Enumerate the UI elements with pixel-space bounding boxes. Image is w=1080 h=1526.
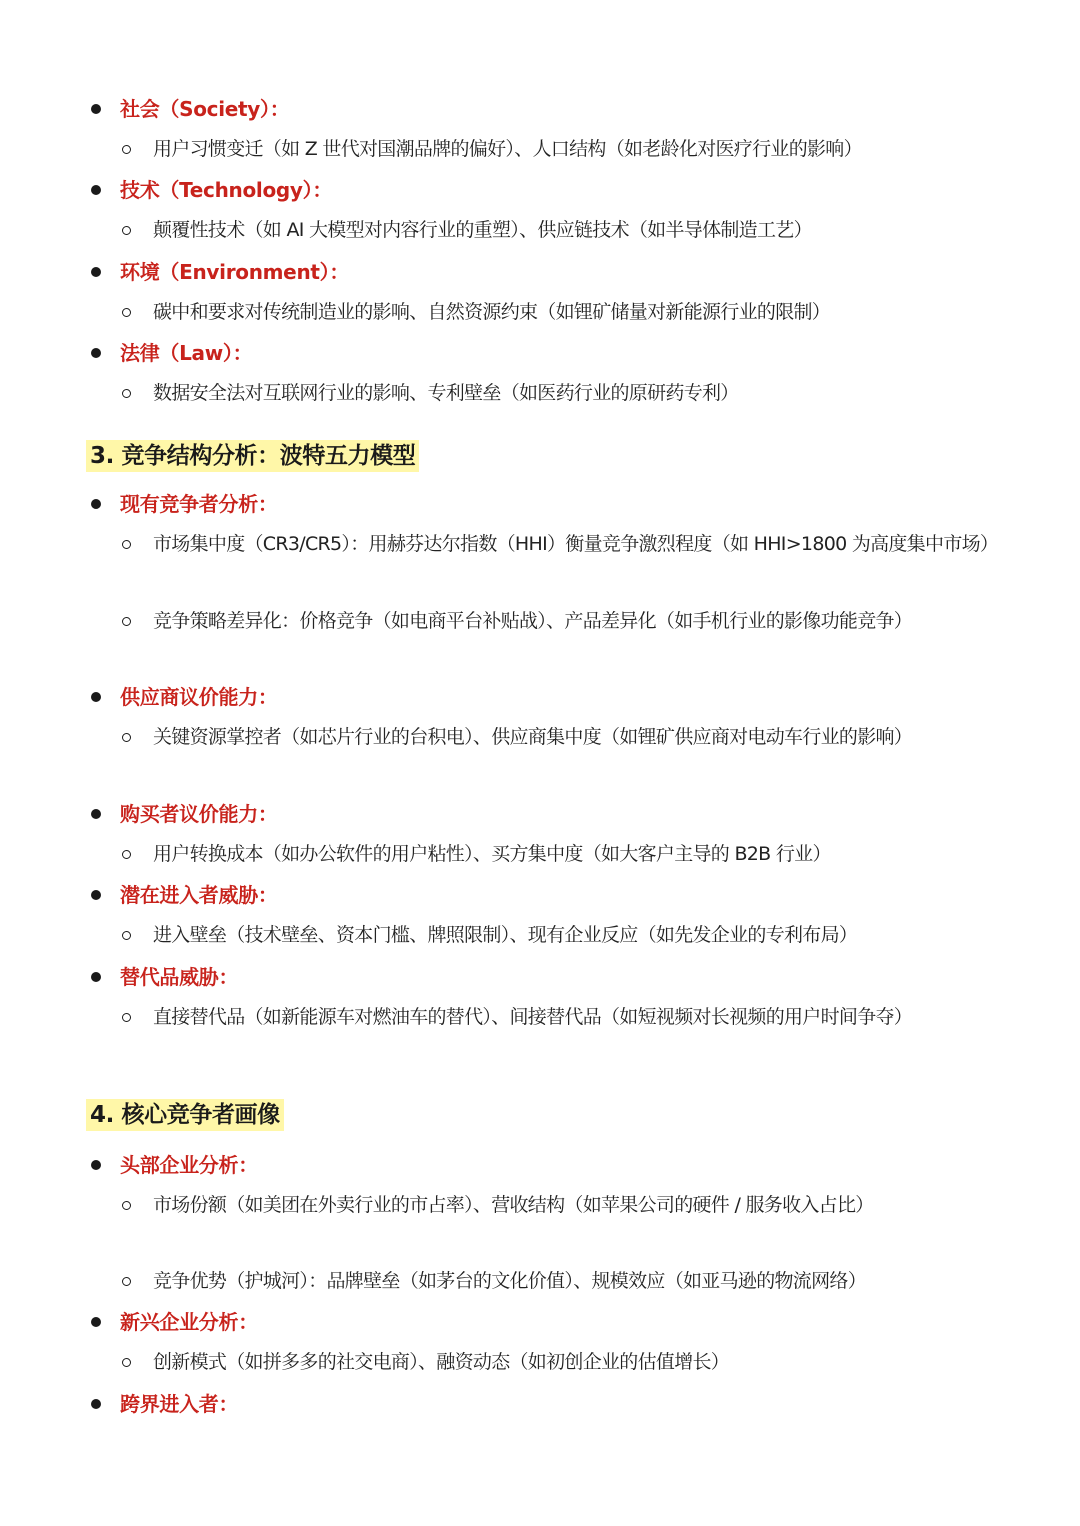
sub-bullet-circle [122,733,131,742]
sub-bullet-circle [122,540,131,549]
sub-bullet-text: 用户习惯变迁（如 Z 世代对国潮品牌的偏好）、人口结构（如老龄化对医疗行业的影响） [153,138,862,160]
bullet-dot [91,185,101,195]
sub-bullet-circle [122,931,131,940]
bullet-label: 购买者议价能力： [120,802,278,826]
sub-bullet-circle [122,1277,131,1286]
sub-bullet-text: 创新模式（如拼多多的社交电商）、融资动态（如初创企业的估值增长） [153,1351,730,1373]
bullet-label: 现有竞争者分析： [120,492,278,516]
bullet-dot [91,1399,101,1409]
bullet-dot [91,267,101,277]
sub-bullet-circle [122,1013,131,1022]
bullet-dot [91,1160,101,1170]
section-heading-porter-five-forces: 3. 竞争结构分析：波特五力模型 [86,440,419,472]
bullet-dot [91,692,101,702]
bullet-label: 新兴企业分析： [120,1310,258,1334]
sub-bullet-text: 关键资源掌控者（如芯片行业的台积电）、供应商集中度（如锂矿供应商对电动车行业的影响） [153,726,913,748]
bullet-dot [91,348,101,358]
sub-bullet [118,213,998,248]
sub-bullet-text: 颠覆性技术（如 AI 大模型对内容行业的重塑）、供应链技术（如半导体制造工艺） [153,219,812,241]
sub-bullet-circle [122,1358,131,1367]
sub-bullet-text: 市场集中度（CR3/CR5）：用赫芬达尔指数（HHI）衡量竞争激烈程度（如 HHI>1800 为高度集中市场） [153,533,999,555]
sub-bullet [118,132,998,167]
bullet-dot [91,104,101,114]
bullet-label: 头部企业分析： [120,1153,258,1177]
sub-bullet [118,1000,998,1035]
sub-bullet-circle [122,226,131,235]
sub-bullet [118,720,998,755]
bullet-dot [91,499,101,509]
sub-bullet [118,604,998,639]
sub-bullet [118,1345,998,1380]
bullet-label: 社会（Society）： [120,97,290,121]
bullet-label: 潜在进入者威胁： [120,883,278,907]
sub-bullet-text: 竞争优势（护城河）：品牌壁垒（如茅台的文化价值）、规模效应（如亚马逊的物流网络） [153,1270,867,1292]
sub-bullet-circle [122,389,131,398]
bullet-label: 供应商议价能力： [120,685,278,709]
bullet-label: 法律（Law）： [120,341,253,365]
bullet-dot [91,890,101,900]
sub-bullet-circle [122,1201,131,1210]
sub-bullet [118,295,998,330]
bullet-label: 跨界进入者： [120,1392,239,1416]
section-heading-core-competitors: 4. 核心竞争者画像 [86,1099,284,1131]
sub-bullet-circle [122,145,131,154]
bullet-label: 技术（Technology）： [120,178,333,202]
sub-bullet [118,527,998,562]
sub-bullet-text: 用户转换成本（如办公软件的用户粘性）、买方集中度（如大客户主导的 B2B 行业） [153,843,831,865]
sub-bullet [118,376,998,411]
sub-bullet-text: 市场份额（如美团在外卖行业的市占率）、营收结构（如苹果公司的硬件 / 服务收入占比） [153,1194,874,1216]
sub-bullet [118,918,998,953]
sub-bullet-text: 进入壁垒（技术壁垒、资本门槛、牌照限制）、现有企业反应（如先发企业的专利布局） [153,924,858,946]
sub-bullet-circle [122,850,131,859]
bullet-dot [91,1317,101,1327]
sub-bullet-circle [122,308,131,317]
sub-bullet [118,1188,998,1223]
sub-bullet-circle [122,617,131,626]
sub-bullet-text: 数据安全法对互联网行业的影响、专利壁垒（如医药行业的原研药专利） [153,382,739,404]
sub-bullet [118,837,998,872]
bullet-dot [91,972,101,982]
sub-bullet-text: 直接替代品（如新能源车对燃油车的替代）、间接替代品（如短视频对长视频的用户时间争夺） [153,1006,913,1028]
sub-bullet-text: 竞争策略差异化：价格竞争（如电商平台补贴战）、产品差异化（如手机行业的影像功能竞争） [153,610,913,632]
bullet-dot [91,809,101,819]
sub-bullet-text: 碳中和要求对传统制造业的影响、自然资源约束（如锂矿储量对新能源行业的限制） [153,301,831,323]
bullet-label: 替代品威胁： [120,965,239,989]
sub-bullet [118,1264,998,1299]
bullet-label: 环境（Environment）： [120,260,350,284]
